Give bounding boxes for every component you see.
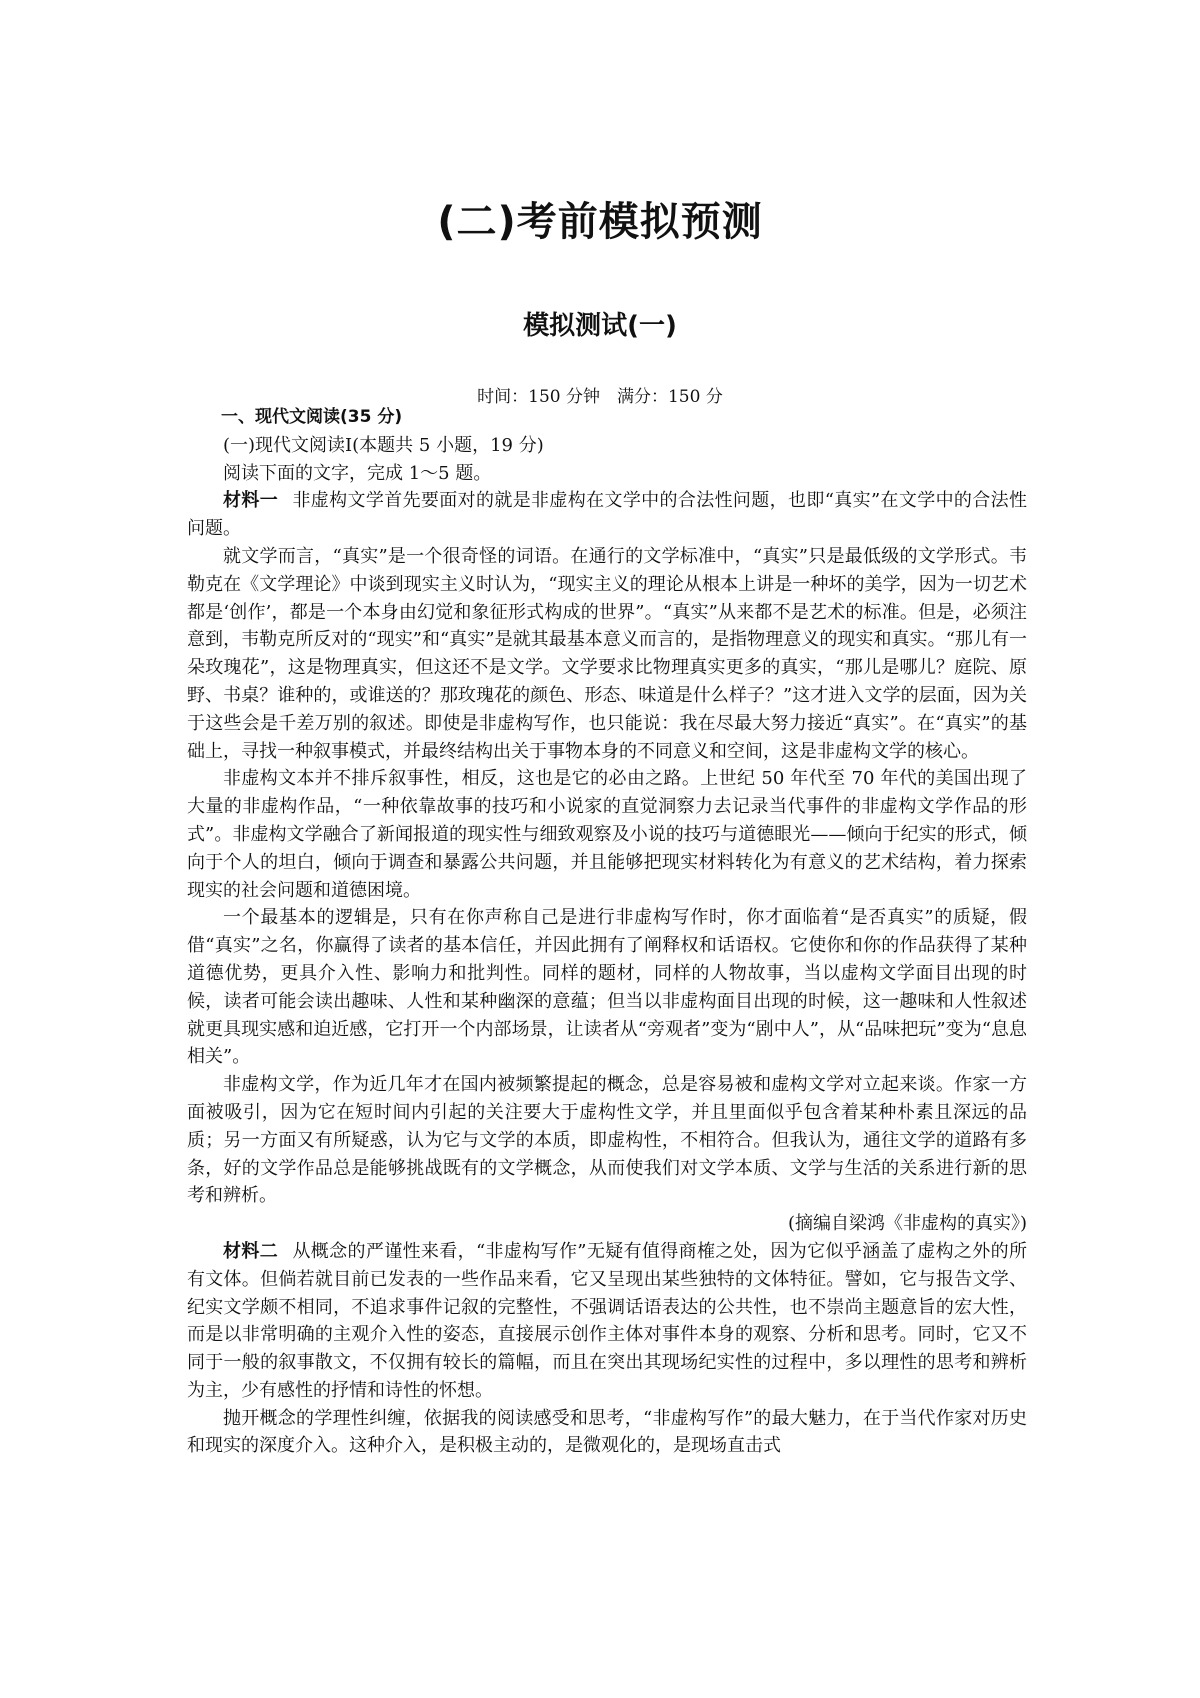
paragraph: 抛开概念的学理性纠缠，依据我的阅读感受和思考，“非虚构写作”的最大魅力，在于当代作家对历史和现实的深度介入。这种介入，是积极主动的，是微观化的，是现场直击式 <box>187 1407 1027 1457</box>
paragraph: 非虚构文学，作为近几年才在国内被频繁提起的概念，总是容易被和虚构文学对立起来谈。作家一方面被吸引，因为它在短时间内引起的关注要大于虚构性文学，并且里面似乎包含着某种朴素且深远的品质；另一方面又有所疑惑，认为它与文学的本质，即虚构性，不相符合。但我认为，通往文学的道路有多条，好的文学作品总是能够挑战既有的文学概念，从而使我们对文学本质、文学与生活的关系进行新的思考和辨析。 <box>187 1074 1027 1207</box>
reading-instruction: 阅读下面的文字，完成 1～5 题。 <box>223 462 492 484</box>
material-one-text: 非虚构文学首先要面对的就是非虚构在文学中的合法性问题，也即“真实”在文学中的合法性问题。 <box>187 490 1027 540</box>
material-two-text: 从概念的严谨性来看，“非虚构写作”无疑有值得商榷之处，因为它似乎涵盖了虚构之外的所有文体。但倘若就目前已发表的一些作品来看，它又呈现出某些独特的文体特征。譬如，它与报告文学、纪实文学颇不相同，不追求事件记叙的完整性，不强调话语表达的公共性，也不崇尚主题意旨的宏大性，而是以非常明确的主观介入性的姿态，直接展示创作主体对事件本身的观察、分析和思考。同时，它又不同于一般的叙事散文，不仅拥有较长的篇幅，而且在突出其现场纪实性的过程中，多以理性的思考和辨析为主，少有感性的抒情和诗性的怀想。 <box>187 1240 1027 1401</box>
time-and-score: 时间：150 分钟 满分：150 分 <box>477 387 723 407</box>
paragraph: 就文学而言，“真实”是一个很奇怪的词语。在通行的文学标准中，“真实”只是最低级的文学形式。韦勒克在《文学理论》中谈到现实主义时认为，“现实主义的理论从根本上讲是一种坏的美学，因为一切艺术都是‘创作’，都是一个本身由幻觉和象征形式构成的世界”。“真实”从来都不是艺术的标准。但是，必须注意到，韦勒克所反对的“现实”和“真实”是就其最基本意义而言的，是指物理意义的现实和真实。“那儿有一朵玫瑰花”，这是物理真实，但这还不是文学。文学要求比物理真实更多的真实，“那儿是哪儿？庭院、原野、书桌？谁种的，或谁送的？那玫瑰花的颜色、形态、味道是什么样子？”这才进入文学的层面，因为关于这些会是千差万别的叙述。即使是非虚构写作，也只能说：我在尽最大努力接近“真实”。在“真实”的基础上，寻找一种叙事模式，并最终结构出关于事物本身的不同意义和空间，这是非虚构文学的核心。 <box>187 545 1027 762</box>
part-heading: (一)现代文阅读Ⅰ(本题共 5 小题，19 分) <box>223 434 544 456</box>
material-two-label: 材料二 <box>223 1240 279 1262</box>
material-two-paragraph <box>187 1238 1027 1405</box>
page-title: (二)考前模拟预测 <box>437 199 763 245</box>
test-subtitle: 模拟测试(一) <box>523 311 677 341</box>
material-one-label: 材料一 <box>223 490 279 512</box>
material-one-paragraph <box>187 487 1027 543</box>
paragraph: 一个最基本的逻辑是，只有在你声称自己是进行非虚构写作时，你才面临着“是否真实”的质疑，假借“真实”之名，你赢得了读者的基本信任，并因此拥有了阐释权和话语权。它使你和你的作品获得了某种道德优势，更具介入性、影响力和批判性。同样的题材，同样的人物故事，当以虚构文学面目出现的时候，读者可能会读出趣味、人性和某种幽深的意蕴；但当以非虚构面目出现的时候，这一趣味和人性叙述就更具现实感和迫近感，它打开一个内部场景，让读者从“旁观者”变为“剧中人”，从“品味把玩”变为“息息相关”。 <box>187 907 1027 1068</box>
exam-content <box>187 404 1027 1460</box>
section-heading: 一、现代文阅读(35 分) <box>221 407 403 427</box>
source-citation: (摘编自梁鸿《非虚构的真实》) <box>787 1213 1027 1235</box>
paragraph: 非虚构文本并不排斥叙事性，相反，这也是它的必由之路。上世纪 50 年代至 70 年代的美国出现了大量的非虚构作品，“一种依靠故事的技巧和小说家的直觉洞察力去记录当代事件的非虚构文学作品的形式”。非虚构文学融合了新闻报道的现实性与细致观察及小说的技巧与道德眼光——倾向于纪实的形式，倾向于个人的坦白，倾向于调查和暴露公共问题，并且能够把现实材料转化为有意义的艺术结构，着力探索现实的社会问题和道德困境。 <box>187 768 1027 901</box>
